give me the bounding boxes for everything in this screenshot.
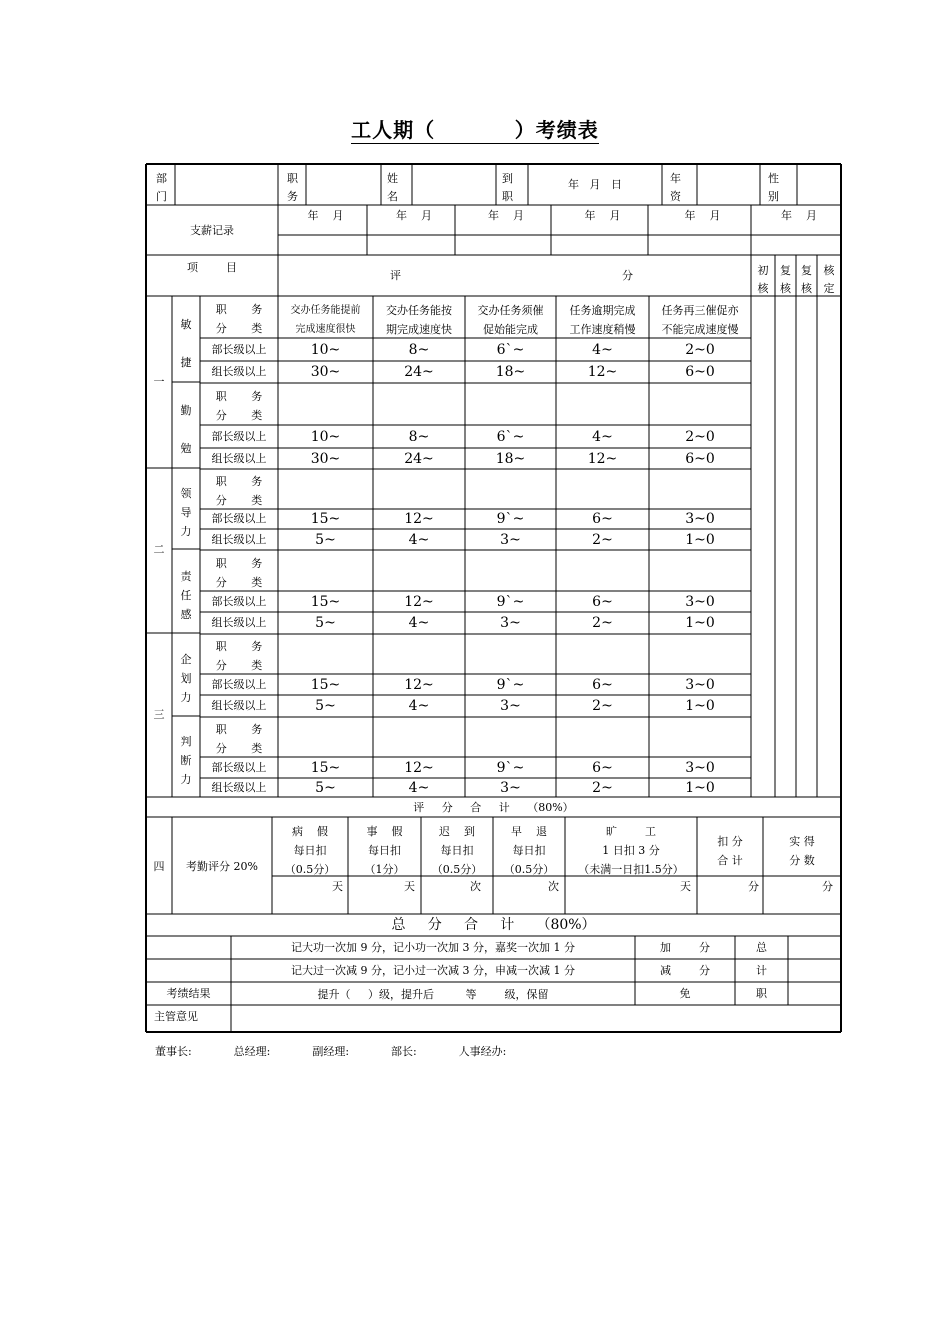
- unit-label: 天: [404, 880, 415, 893]
- group-one: 一: [153, 375, 165, 388]
- dept-score: 15~: [310, 759, 341, 776]
- review-col-2: 复 核: [801, 264, 812, 295]
- group-score: 5~: [315, 531, 336, 548]
- unit-label: 天: [680, 880, 691, 893]
- group-score: 12~: [587, 450, 618, 467]
- review-col-1: 复 核: [780, 264, 791, 295]
- group-score: 6~0: [685, 450, 715, 467]
- group-level-label: 组长级以上: [211, 365, 267, 378]
- result-text: 提升（ ）级，提升后 等 级，保留: [317, 988, 549, 1001]
- score-label-left: 评: [390, 269, 401, 282]
- dept-score: 6~: [592, 676, 613, 693]
- level-desc-4: 任务再三催促亦 不能完成速度慢: [661, 304, 739, 336]
- dept-level-label: 部长级以上: [211, 677, 267, 691]
- dept-score: 3~0: [685, 759, 715, 776]
- group-score: 2~: [592, 779, 613, 796]
- group-score: 4~: [408, 531, 430, 548]
- group-score: 3~: [500, 531, 521, 548]
- seniority-label: 年 资: [670, 172, 681, 203]
- result-label: 考绩结果: [166, 987, 211, 1000]
- dept-score: 10~: [310, 428, 341, 445]
- items-label: 项 目: [187, 261, 237, 274]
- dept-score: 4~: [592, 428, 613, 445]
- group-level-label: 组长级以上: [211, 451, 267, 465]
- dept-score: 6`~: [496, 428, 525, 445]
- dept-score: 6~: [592, 511, 613, 527]
- level-desc-0: 交办任务能提前 完成速度很快: [290, 305, 361, 335]
- position-label: 职 务: [287, 172, 298, 203]
- dept-label: 部 门: [156, 172, 167, 203]
- dept-level-label: 部长级以上: [211, 342, 267, 356]
- group-score: 3~: [500, 615, 521, 631]
- group-score: 24~: [404, 364, 434, 380]
- subtotal-row: 评 分 合 计 （80%）: [413, 801, 574, 814]
- join-label: 到 职: [502, 172, 513, 203]
- dept-level-label: 部长级以上: [211, 594, 267, 608]
- unit-label: 分: [748, 880, 759, 893]
- opinion-label: 主管意见: [154, 1010, 198, 1023]
- dept-score: 9`~: [496, 759, 525, 776]
- dept-level-label: 部长级以上: [211, 760, 267, 774]
- dept-score: 9`~: [496, 593, 525, 610]
- unit-label: 次: [548, 880, 559, 893]
- group-score: 5~: [315, 698, 336, 714]
- gender-label: 性 别: [768, 172, 779, 203]
- dept-score: 12~: [404, 676, 434, 693]
- dept-score: 6~: [592, 593, 613, 610]
- attendance-col-0: 病 假 每日扣 （0.5分）: [284, 825, 336, 876]
- group-score: 3~: [500, 779, 521, 796]
- attendance-col-3: 早 退 每日扣 （0.5分）: [503, 825, 555, 876]
- job-short: 职: [756, 987, 767, 1000]
- actual-score-label: 实 得 分 数: [789, 835, 815, 867]
- salary-ym-2: 年 月: [488, 209, 524, 222]
- dept-score: 15~: [310, 676, 341, 693]
- dept-score: 8~: [408, 341, 430, 358]
- trait-label: 企 划 力: [180, 653, 192, 704]
- group-score: 5~: [315, 779, 336, 796]
- dept-score: 2~0: [685, 428, 715, 445]
- dept-level-label: 部长级以上: [211, 512, 267, 525]
- job-class-label: 职 务 分 类: [215, 303, 263, 335]
- group-score: 2~: [592, 698, 613, 714]
- level-desc-3: 任务逾期完成 工作速度稍慢: [569, 304, 636, 336]
- group-three: 三: [153, 708, 165, 721]
- group-score: 5~: [315, 615, 336, 631]
- merit-rule: 记大功一次加 9 分，记小功一次加 3 分，嘉奖一次加 1 分: [291, 941, 575, 954]
- review-col-3: 核 定: [823, 264, 835, 295]
- total-row: 总 分 合 计 （80%）: [391, 917, 596, 933]
- dept-score: 15~: [310, 593, 341, 610]
- dept-score: 12~: [404, 593, 434, 610]
- group-score: 1~0: [685, 531, 715, 548]
- group-score: 30~: [310, 364, 341, 380]
- dept-score: 9`~: [496, 676, 525, 693]
- salary-record-label: 支薪记录: [190, 224, 234, 237]
- score-label-right: 分: [622, 269, 633, 282]
- level-desc-1: 交办任务能按 期完成速度快: [386, 304, 452, 336]
- dept-score: 12~: [404, 759, 434, 776]
- group-score: 30~: [310, 450, 341, 467]
- attendance-col-2: 迟 到 每日扣 （0.5分）: [431, 825, 483, 876]
- job-class-label: 职 务 分 类: [215, 475, 263, 507]
- group-four: 四: [153, 860, 165, 873]
- total-short: 总: [756, 941, 767, 954]
- dept-score: 10~: [310, 341, 341, 358]
- group-level-label: 组长级以上: [211, 699, 267, 712]
- unit-label: 分: [822, 880, 833, 893]
- dept-score: 12~: [404, 511, 434, 527]
- group-score: 18~: [495, 450, 526, 467]
- group-score: 24~: [404, 450, 434, 467]
- group-score: 12~: [587, 364, 618, 380]
- group-level-label: 组长级以上: [211, 616, 267, 629]
- salary-ym-1: 年 月: [396, 209, 432, 222]
- group-score: 1~0: [685, 615, 715, 631]
- group-score: 3~: [500, 698, 521, 714]
- dept-score: 3~0: [685, 676, 715, 693]
- trait-label: 敏 捷: [180, 317, 192, 369]
- group-score: 2~: [592, 531, 613, 548]
- dept-score: 3~0: [685, 511, 715, 527]
- document-title: 工人期（ ）考绩表: [351, 118, 599, 142]
- review-col-0: 初 核: [757, 264, 769, 295]
- job-class-label: 职 务 分 类: [215, 640, 263, 672]
- salary-ym-0: 年 月: [307, 209, 344, 222]
- group-two: 二: [153, 543, 165, 556]
- group-score: 4~: [408, 615, 430, 631]
- job-class-label: 职 务 分 类: [215, 390, 263, 422]
- group-score: 18~: [495, 364, 526, 380]
- join-date: 年 月 日: [568, 178, 622, 191]
- dept-score: 4~: [592, 341, 613, 358]
- minus-label: 减 分: [660, 964, 710, 977]
- job-class-label: 职 务 分 类: [215, 723, 263, 755]
- dept-score: 3~0: [685, 593, 715, 610]
- attendance-label: 考勤评分 20%: [186, 860, 258, 873]
- group-score: 2~: [592, 615, 613, 631]
- trait-label: 勤 勉: [180, 403, 192, 455]
- dismiss-label: 免: [679, 987, 691, 1000]
- group-score: 6~0: [685, 364, 715, 380]
- trait-label: 判 断 力: [180, 735, 192, 786]
- level-desc-2: 交办任务须催 促始能完成: [477, 304, 544, 336]
- dept-score: 15~: [310, 511, 341, 527]
- deduct-total-label: 扣 分 合 计: [717, 835, 743, 867]
- group-score: 1~0: [685, 698, 715, 714]
- name-label: 姓 名: [387, 172, 398, 203]
- demerit-rule: 记大过一次减 9 分，记小过一次减 3 分，申减一次减 1 分: [291, 964, 575, 977]
- dept-score: 8~: [408, 428, 430, 445]
- group-score: 1~0: [685, 779, 715, 796]
- dept-score: 2~0: [685, 341, 715, 358]
- dept-score: 6`~: [496, 341, 525, 358]
- attendance-col-4: 旷 工 1 日扣 3 分 （未满一日扣1.5分）: [578, 825, 684, 876]
- trait-label: 领 导 力: [180, 487, 192, 538]
- calc-short: 计: [756, 964, 767, 977]
- job-class-label: 职 务 分 类: [215, 556, 263, 589]
- salary-ym-4: 年 月: [684, 209, 721, 222]
- attendance-col-1: 事 假 每日扣 （1分）: [364, 825, 405, 876]
- group-score: 4~: [408, 779, 430, 796]
- salary-ym-5: 年 月: [781, 209, 817, 222]
- dept-level-label: 部长级以上: [211, 429, 267, 443]
- unit-label: 次: [470, 880, 481, 893]
- group-score: 4~: [408, 698, 430, 714]
- salary-ym-3: 年 月: [584, 209, 621, 222]
- signature-line: 董事长: 总经理: 副经理: 部长: 人事经办:: [155, 1045, 507, 1058]
- group-level-label: 组长级以上: [211, 532, 267, 546]
- dept-score: 9`~: [496, 511, 525, 527]
- unit-label: 天: [332, 880, 343, 893]
- trait-label: 责 任 感: [180, 569, 192, 621]
- group-level-label: 组长级以上: [211, 780, 267, 794]
- dept-score: 6~: [592, 759, 613, 776]
- plus-label: 加 分: [660, 941, 710, 954]
